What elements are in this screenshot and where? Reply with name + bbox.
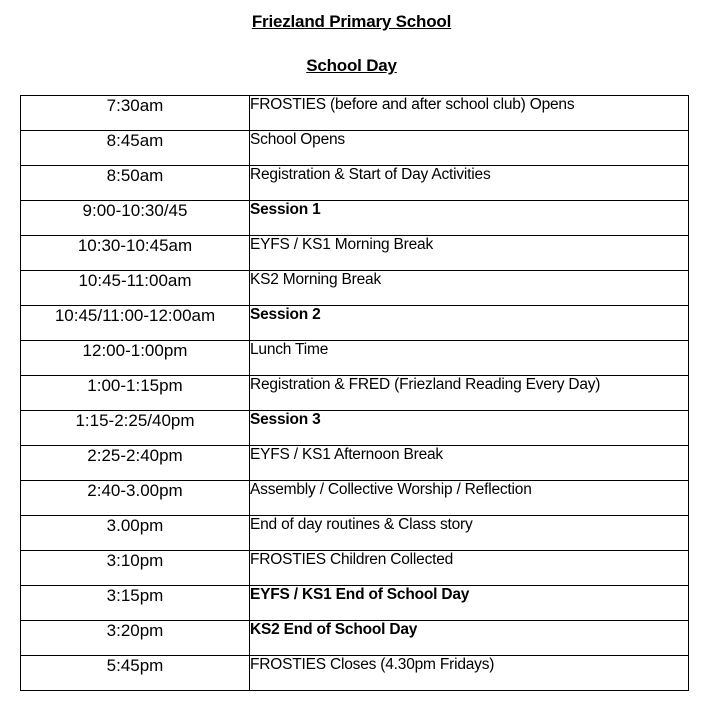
schedule-activity: Session 2 bbox=[250, 306, 689, 341]
schedule-activity: Registration & Start of Day Activities bbox=[250, 166, 689, 201]
schedule-row bbox=[21, 236, 689, 271]
schedule-row bbox=[21, 131, 689, 166]
schedule-time: 3.00pm bbox=[21, 516, 250, 551]
schedule-time: 1:15-2:25/40pm bbox=[21, 411, 250, 446]
document-subtitle: School Day bbox=[306, 56, 397, 75]
schedule-time: 8:45am bbox=[21, 131, 250, 166]
schedule-row bbox=[21, 621, 689, 656]
schedule-activity: FROSTIES Children Collected bbox=[250, 551, 689, 586]
schedule-activity: End of day routines & Class story bbox=[250, 516, 689, 551]
schedule-activity: Registration & FRED (Friezland Reading Every Day) bbox=[250, 376, 689, 411]
schedule-row bbox=[21, 586, 689, 621]
schedule-activity: EYFS / KS1 Morning Break bbox=[250, 236, 689, 271]
schedule-activity: FROSTIES Closes (4.30pm Fridays) bbox=[250, 656, 689, 691]
schedule-time: 7:30am bbox=[21, 96, 250, 131]
schedule-activity: Session 3 bbox=[250, 411, 689, 446]
schedule-row bbox=[21, 516, 689, 551]
schedule-row bbox=[21, 341, 689, 376]
document-title: Friezland Primary School bbox=[251, 12, 452, 31]
schedule-time: 10:30-10:45am bbox=[21, 236, 250, 271]
schedule-activity: School Opens bbox=[250, 131, 689, 166]
schedule-activity: Lunch Time bbox=[250, 341, 689, 376]
schedule-row bbox=[21, 411, 689, 446]
schedule-activity: Session 1 bbox=[250, 201, 689, 236]
schedule-time: 10:45/11:00-12:00am bbox=[21, 306, 250, 341]
schedule-row bbox=[21, 481, 689, 516]
schedule-activity: KS2 Morning Break bbox=[250, 271, 689, 306]
schedule-row bbox=[21, 376, 689, 411]
schedule-activity: Assembly / Collective Worship / Reflection bbox=[250, 481, 689, 516]
schedule-time: 3:10pm bbox=[21, 551, 250, 586]
schedule-time: 12:00-1:00pm bbox=[21, 341, 250, 376]
school-day-schedule-table bbox=[20, 95, 689, 691]
schedule-time: 2:25-2:40pm bbox=[21, 446, 250, 481]
schedule-time: 2:40-3.00pm bbox=[21, 481, 250, 516]
schedule-time: 8:50am bbox=[21, 166, 250, 201]
schedule-activity: EYFS / KS1 Afternoon Break bbox=[250, 446, 689, 481]
schedule-activity: EYFS / KS1 End of School Day bbox=[250, 586, 689, 621]
schedule-time: 10:45-11:00am bbox=[21, 271, 250, 306]
schedule-row bbox=[21, 551, 689, 586]
schedule-row bbox=[21, 96, 689, 131]
schedule-time: 3:20pm bbox=[21, 621, 250, 656]
schedule-row bbox=[21, 446, 689, 481]
schedule-row bbox=[21, 271, 689, 306]
schedule-time: 9:00-10:30/45 bbox=[21, 201, 250, 236]
schedule-time: 3:15pm bbox=[21, 586, 250, 621]
schedule-row bbox=[21, 201, 689, 236]
schedule-row bbox=[21, 306, 689, 341]
schedule-time: 5:45pm bbox=[21, 656, 250, 691]
schedule-row bbox=[21, 166, 689, 201]
schedule-body bbox=[21, 96, 689, 691]
schedule-time: 1:00-1:15pm bbox=[21, 376, 250, 411]
schedule-row bbox=[21, 656, 689, 691]
schedule-activity: KS2 End of School Day bbox=[250, 621, 689, 656]
schedule-activity: FROSTIES (before and after school club) Opens bbox=[250, 96, 689, 131]
